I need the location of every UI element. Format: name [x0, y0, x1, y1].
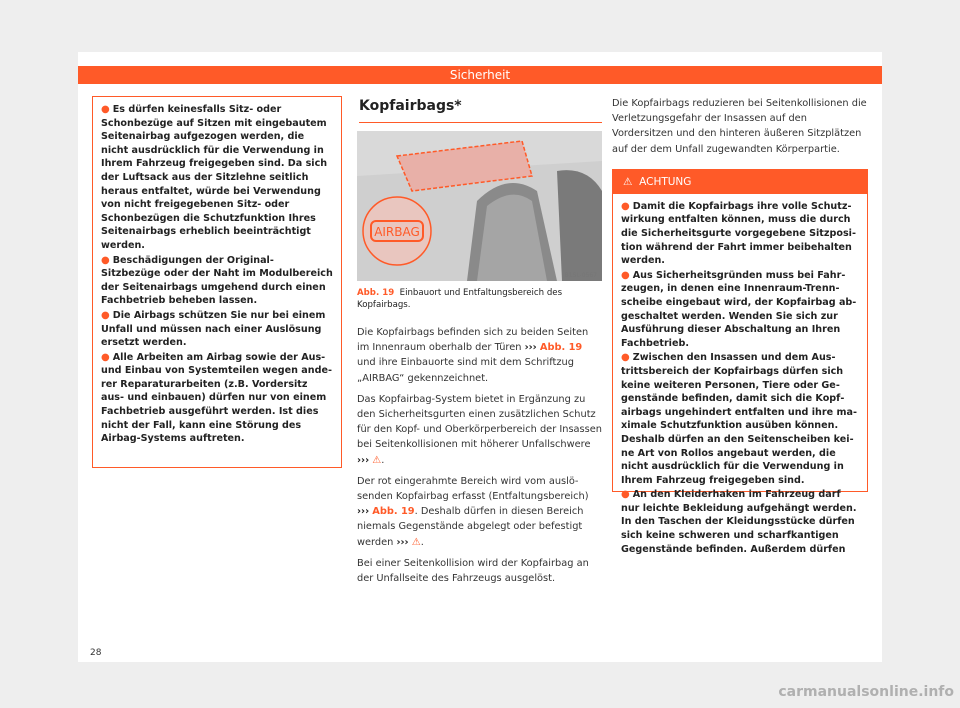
warning-item: ● Beschädigungen der Original-Sitzbezüge oder der Naht im Modulbereich der Seitenairbags umgehend durch einen Fachbetrieb beheben lassen. — [101, 254, 333, 307]
figure-link[interactable]: Abb. 19 — [539, 342, 583, 354]
airbag-illustration — [357, 131, 602, 281]
warning-box-continued — [92, 96, 342, 468]
warning-triangle-icon: ⚠ — [623, 175, 633, 188]
watermark: carmanualsonline.info — [778, 684, 954, 700]
figure-kopfairbag — [357, 131, 602, 281]
warning-item: ● Alle Arbeiten am Airbag sowie der Aus- und Einbau von Systemteilen wegen anderer Reparaturarbeiten (z.B. Vordersitz aus- und einbauen) dürfen nur von einem Fachbetrieb ausgeführt werden. Ist dies nicht der Fall, kann eine Störung des Airbag-Systems auftreten. — [101, 351, 332, 445]
warning-item: ● Es dürfen keinesfalls Sitz- oder Schonbezüge auf Sitzen mit eingebautem Seitenairbag aufgezogen werden, die nicht ausdrücklich für die Verwendung in Ihrem Fahrzeug freigegeben sind. Da sich der Luftsack aus der Sitzlehne seitlich heraus entfaltet, würde bei Verwendung von nicht freigegebenen Sitz- oder Schonbezügen die Schutzfunktion Ihres Seitenairbags erheblich beeinträchtigt werden. — [101, 104, 328, 251]
figure-code: B1SL-0567 — [564, 272, 597, 279]
warning-triangle-icon[interactable]: ⚠ — [411, 536, 421, 548]
figure-caption: Abb. 19 Einbauort und Entfaltungsbereich des Kopfairbags. — [357, 288, 563, 310]
bullet-icon: ● — [621, 200, 630, 212]
paragraph: Der rot eingerahmte Bereich wird vom auslösenden Kopfairbag erfasst (Entfaltungsbereich) ››› Abb. 19. Deshalb dürfen in diesen Bereich niemals Gegenstände abgelegt oder befestigt werden ››› ⚠. — [357, 475, 589, 548]
intro-paragraph: Die Kopfairbags reduzieren bei Seitenkollisionen die Verletzungsgefahr der Insassen auf den Vordersitzen und den hinteren äußeren Sitzplätzen auf der dem Unfall zugewandten Körperpartie. — [612, 98, 867, 155]
arrow-icon: ››› — [357, 506, 370, 518]
section-title: Kopfairbags* — [359, 98, 602, 123]
section-header: Sicherheit — [78, 66, 882, 84]
arrow-icon: ››› — [357, 454, 370, 466]
right-column — [612, 96, 868, 555]
page-number: 28 — [90, 648, 102, 658]
bullet-icon: ● — [621, 489, 630, 501]
airbag-label: AIRBAG — [374, 225, 420, 239]
paragraph: Die Kopfairbags befinden sich zu beiden Seiten im Innenraum oberhalb der Türen ››› Abb. 19 und ihre Einbauorte sind mit dem Schriftzug „AIRBAG“ gekennzeichnet. — [357, 327, 589, 384]
bullet-icon: ● — [101, 309, 110, 321]
warning-item: ● Damit die Kopfairbags ihre volle Schutzwirkung entfalten können, muss die durch die Sicherheitsgurte vorgegebene Sitzposition während der Fahrt immer beibehalten werden. — [621, 200, 856, 267]
warning-item: ● Aus Sicherheitsgründen muss bei Fahrzeugen, in denen eine Innenraum-Trennscheibe eingebaut wird, der Kopfairbag abgeschaltet werden. Wenden Sie sich zur Ausführung dieser Abschaltung an Ihren Fachbetrieb. — [621, 269, 857, 349]
bullet-icon: ● — [101, 351, 110, 363]
arrow-icon: ››› — [396, 536, 409, 548]
bullet-icon: ● — [621, 269, 630, 281]
bullet-icon: ● — [101, 104, 110, 115]
left-column — [92, 96, 342, 468]
warning-item: ● An den Kleiderhaken im Fahrzeug darf nur leichte Bekleidung aufgehängt werden. In den Taschen der Kleidungsstücke dürfen sich keine schweren und scharfkantigen Gegenstände befinden. Außerdem dürfen — [621, 489, 857, 555]
bullet-icon: ● — [101, 254, 110, 266]
warning-triangle-icon[interactable]: ⚠ — [372, 454, 382, 466]
warning-item: ● Zwischen den Insassen und dem Austrittsbereich der Kopfairbags dürfen sich keine weiteren Personen, Tiere oder Gegenstände befinden, damit sich die Kopfairbags ungehindert entfalten und ihre maximale Schutzfunktion ausüben können. Deshalb dürfen an den Seitenscheiben keine Art von Rollos angebaut werden, die nicht ausdrücklich für die Verwendung in Ihrem Fahrzeug freigegeben sind. — [621, 352, 857, 486]
warning-item: ● Die Airbags schützen Sie nur bei einem Unfall und müssen nach einer Auslösung ersetzt werden. — [101, 309, 326, 349]
paragraph: Das Kopfairbag-System bietet in Ergänzung zu den Sicherheitsgurten einen zusätzlichen Schutz für den Kopf- und Oberkörperbereich der Insassen bei Seitenkollisionen mit höherer Unfallschwere ››› ⚠. — [357, 393, 602, 466]
warning-header: ⚠ ACHTUNG — [613, 170, 867, 194]
arrow-icon: ››› — [524, 342, 537, 354]
figure-link[interactable]: Abb. 19 — [372, 506, 415, 518]
bullet-icon: ● — [621, 352, 630, 364]
paragraph: Bei einer Seitenkollision wird der Kopfairbag an der Unfallseite des Fahrzeugs ausgelöst. — [357, 557, 589, 585]
middle-column — [357, 96, 602, 592]
warning-box — [612, 169, 868, 555]
